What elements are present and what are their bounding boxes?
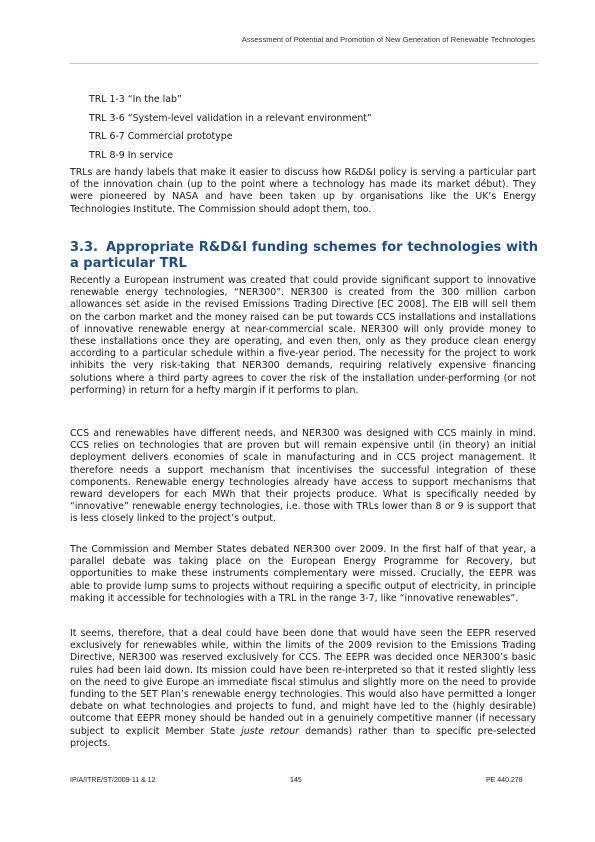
trl-list-item: TRL 3-6 “System-level validation in a relevant environment” xyxy=(89,113,372,124)
trl-list-item: TRL 8-9 In service xyxy=(89,150,174,161)
header-divider xyxy=(70,63,538,64)
body-paragraph-1: Recently a European instrument was created that could provide significant support to innovative renewable energy technologies, “NER300”. NER300 is created from the 300 million carbon allowances set aside in the revised Emissions Trading Directive [EC 2008]. The EIB will sell them on the carbon market and the money raised can be put towards CCS installations and installations of innovative renewable energy at near-commercial scale. NER300 will only provide money to these installations once they are operating, and even then, only as they produce clean energy according to a particular schedule within a five-year period. The necessity for the project to work inhibits the very risk-taking that NER300 demands, requiring relatively expensive financing solutions where a third party agrees to cover the risk of the installation under-performing (or not performing) in return for a hefty margin if it performs to plan. xyxy=(70,275,536,396)
body-paragraph-3: The Commission and Member States debated NER300 over 2009. In the first half of that year, a parallel debate was taking place on the European Energy Programme for Recovery, but opportunities to make these instruments complementary were missed. Crucially, the EEPR was able to provide lump sums to projects without requiring a specific output of electricity, in principle making it accessible for technologies with a TRL in the range 3-7, like “innovative renewables”. xyxy=(70,544,536,604)
intro-paragraph: TRLs are handy labels that make it easier to discuss how R&D&I policy is serving a particular part of the innovation chain (up to the point where a technology has made its market début). They were pioneered by NASA and have been taken up by organisations like the UK’s Energy Technologies Institute. The Commission should adopt them, too. xyxy=(70,167,536,215)
body-paragraph-2: CCS and renewables have different needs, and NER300 was designed with CCS mainly in mind. CCS relies on technologies that are proven but will remain expensive until (in theory) an initial deployment delivers economies of scale in manufacturing and in CCS project management. It therefore needs a support mechanism that incentivises the successful integration of these components. Renewable energy technologies already have access to support mechanisms that reward developers for each MWh that their projects produce. What is specifically needed by “innovative” renewable energy technologies, i.e. those with TRLs lower than 8 or 9 is support that is less closely linked to the project’s output. xyxy=(70,428,536,525)
footer-reference: PE 440.278 xyxy=(486,777,523,784)
body-paragraph-4 xyxy=(70,628,536,750)
running-header: Assessment of Potential and Promotion of New Generation of Renewable Technologies xyxy=(241,35,535,44)
trl-list-item: TRL 6-7 Commercial prototype xyxy=(89,131,233,142)
section-number: 3.3. xyxy=(70,240,98,255)
footer-document-id: IP/A/ITRE/ST/2009-11 & 12 xyxy=(70,777,156,784)
section-title-text: Appropriate R&D&I funding schemes for technologies with a particular TRL xyxy=(70,240,538,271)
footer-page-number: 145 xyxy=(290,777,302,784)
trl-list-item: TRL 1-3 “In the lab” xyxy=(89,94,182,105)
body-paragraph-4-end: demands) rather than to specific pre-selected projects. xyxy=(70,725,537,749)
italic-term: juste retour xyxy=(241,725,299,737)
body-paragraph-4-text: It seems, therefore, that a deal could have been done that would have seen the EEPR reserved exclusively for renewables while, within the limits of the 2009 revision to the Emissions Trading Directive, NER300 was reserved exclusively for CCS. The EEPR was decided once NER300’s basic rules had been laid down. Its mission could have been re-interpreted so that it rested slightly less on the need to give Europe an immediate fiscal stimulus and slightly more on the need to provide funding to the SET Plan’s renewable energy technologies. This would also have permitted a longer debate on what technologies and projects to fund, and might have led to the (highly desirable) outcome that EEPR money should be handed out in a genuinely competitive manner (if necessary subject to explicit Member State xyxy=(70,628,536,737)
section-heading xyxy=(70,240,538,272)
